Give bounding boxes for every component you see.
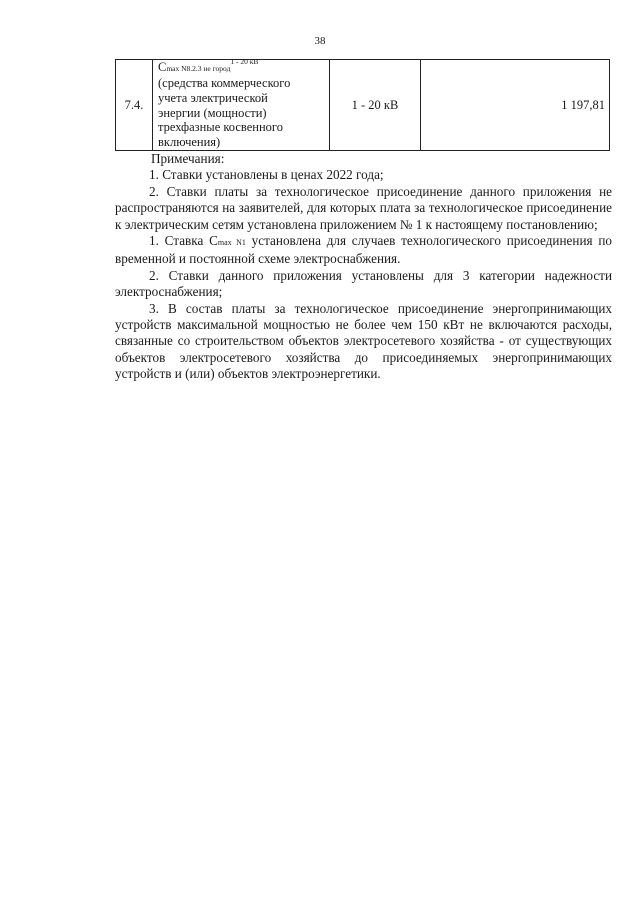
note-paragraph: 1. Ставки установлены в ценах 2022 года; <box>149 167 384 183</box>
notes-section <box>115 151 612 383</box>
description-line: учета электрической <box>158 90 268 105</box>
note-paragraph: 3. В состав платы за технологическое присоединение энергопринимающих устройств максимальной мощностью не более чем 150 кВт не включаются расходы, связанные со строительством объектов электросетевого хозяйства - от существующих объектов электросетевого хозяйства до присоединяемых энергопринимающих устройств и (или) объектов электроэнергетики. <box>115 300 612 382</box>
notes-title: Примечания: <box>151 151 225 166</box>
description-line: энергии (мощности) <box>158 105 267 120</box>
note-paragraph: 2. Ставки данного приложения установлены для 3 категории надежности электроснабжения; <box>115 267 612 300</box>
row-voltage: 1 - 20 кВ <box>330 60 421 151</box>
rates-table <box>115 59 610 151</box>
description-line: включения) <box>158 135 221 149</box>
note-paragraph: 1. Ставка Cmax N1 установлена для случаев технологического присоединения по временной и постоянной схеме электроснабжения. <box>115 233 612 267</box>
cmax-label: Cmax N8.2.3 не город$^{1 - 20 кВ}$ <box>158 57 259 74</box>
page-number: 38 <box>314 35 326 47</box>
row-number: 7.4. <box>116 60 153 151</box>
description-line: (средства коммерческого <box>158 76 291 90</box>
note-paragraph: 2. Ставки платы за технологическое присоединение данного приложения не распространяются на заявителей, для которых плата за технологическое присоединение к электрическим сетям установлена приложением № 1 к настоящему постановлению; <box>115 183 612 232</box>
row-price: 1 197,81 <box>421 60 610 151</box>
description-line: трехфазные косвенного <box>158 120 283 135</box>
row-description <box>153 57 330 151</box>
table-row <box>116 60 610 151</box>
